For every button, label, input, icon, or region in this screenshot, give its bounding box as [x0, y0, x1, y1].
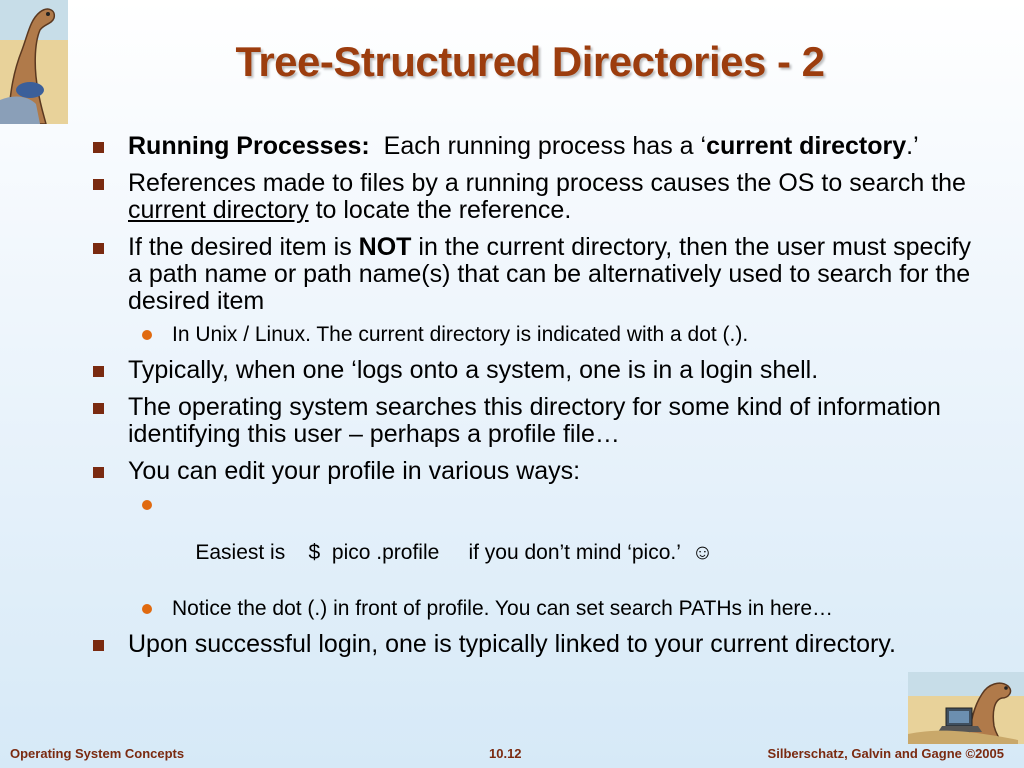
footer-copyright: Silberschatz, Galvin and Gagne ©2005: [767, 746, 1004, 761]
bullet-list: [90, 133, 990, 668]
dot-bullet-icon: [142, 500, 152, 510]
sub-bullet-text: Easiest is $ pico .profile if you don’t mind ‘pico.’ ☺: [195, 541, 714, 564]
dinosaur-laptop-logo-icon: [908, 672, 1024, 744]
bullet-running-processes: [90, 133, 990, 160]
bullet-login-shell: [90, 357, 990, 384]
bullet-text: References made to files by a running process causes the OS to search the: [128, 169, 966, 197]
sub-bullet-unix: [90, 323, 990, 347]
square-bullet-icon: [93, 366, 104, 377]
square-bullet-icon: [93, 403, 104, 414]
sub-bullet-dot-profile: [90, 597, 990, 621]
sub-bullet-text: In Unix / Linux. The current directory is indicated with a dot (.).: [172, 323, 749, 346]
sub-bullet-text: Notice the dot (.) in front of profile. You can set search PATHs in here…: [172, 597, 834, 620]
footer-course-title: Operating System Concepts: [10, 746, 185, 761]
sub-bullet-pico: [90, 493, 990, 589]
bullet-successful-login: [90, 631, 990, 658]
bullet-text-end: to locate the reference.: [308, 196, 572, 224]
bullet-desired-item: [90, 234, 990, 315]
bullet-text: Upon successful login, one is typically linked to your current directory.: [128, 630, 896, 658]
bullet-text: Typically, when one ‘logs onto a system, one is in a login shell.: [128, 356, 819, 384]
bullet-edit-profile: [90, 458, 990, 485]
bullet-text: You can edit your profile in various ways:: [128, 457, 581, 485]
bullet-text-end: .’: [906, 132, 919, 160]
bullet-text: Each running process has a ‘: [383, 132, 707, 160]
square-bullet-icon: [93, 243, 104, 254]
bullet-references: [90, 170, 990, 224]
slide-title: Tree-Structured Directories - 2: [235, 38, 825, 85]
bullet-text-end: in the current directory, then the user must specify a path name or path name(s) that can be alternatively used to search for the desired item: [128, 233, 971, 315]
bullet-bold-term: current directory: [706, 132, 907, 160]
bullet-bold-label: Running Processes:: [128, 132, 370, 160]
bullet-bold-term: NOT: [358, 233, 412, 261]
underlined-term: current directory: [128, 196, 309, 224]
dot-bullet-icon: [142, 330, 152, 340]
bullet-os-searches: [90, 394, 990, 448]
bullet-text: If the desired item is: [128, 233, 359, 261]
square-bullet-icon: [93, 142, 104, 153]
dot-bullet-icon: [142, 604, 152, 614]
footer-slide-number: 10.12: [489, 746, 522, 761]
square-bullet-icon: [93, 640, 104, 651]
bullet-text: The operating system searches this directory for some kind of information identifying this user – perhaps a profile file…: [128, 393, 941, 448]
square-bullet-icon: [93, 467, 104, 478]
dinosaur-logo-icon: [0, 0, 68, 124]
square-bullet-icon: [93, 179, 104, 190]
